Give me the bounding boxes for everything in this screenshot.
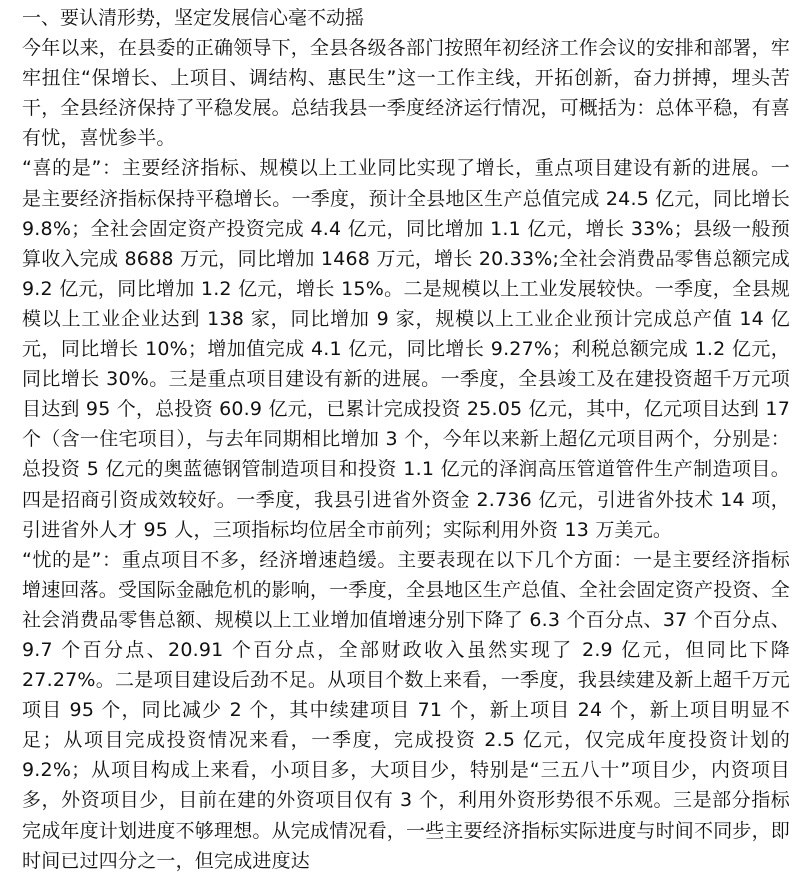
paragraph-concerns: “忧的是”：重点项目不多，经济增速趋缓。主要表现在以下几个方面：一是主要经济指标增速回落。受国际金融危机的影响，一季度，全县地区生产总值、全社会固定资产投资、全社会消费品零售总额、规模以上工业增加值增速分别下降了 6.3 个百分点、37 个百分点、9.7 个百分点、20.91 个百分点，全部财政收入虽然实现了 2.9 亿元，但同比下降 27.27%。二是项目建设后劲不足。从项目个数上来看，一季度，我县续建及新上超千万元项目 95 个，同比减少 2 个，其中续建项目 71 个，新上项目 24 个，新上项目明显不足；从项目完成投资情况来看，一季度，完成投资 2.5 亿元，仅完成年度投资计划的 9.2%；从项目构成上来看，小项目多，大项目少，特别是“三五八十”项目少，内资项目多，外资项目少，目前在建的外资项目仅有 3 个，利用外资形势很不乐观。三是部分指标完成年度计划进度不够理想。从完成情况看，一些主要经济指标实际进度与时间不同步，即时间已过四分之一，但完成进度达 (22, 548, 791, 872)
paragraph-positives: “喜的是”：主要经济指标、规模以上工业同比实现了增长，重点项目建设有新的进展。一是主要经济指标保持平稳增长。一季度，预计全县地区生产总值完成 24.5 亿元，同比增长 9.8%；全社会固定资产投资完成 4.4 亿元，同比增加 1.1 亿元，增长 33%；县级一般预算收入完成 8688 万元，同比增加 1468 万元，增长 20.33%;全社会消费品零售总额完成 9.2 亿元，同比增加 1.2 亿元，增长 15%。二是规模以上工业发展较快。一季度，全县规模以上工业企业达到 138 家，同比增加 9 家，规模以上工业企业预计完成总产值 14 亿元，同比增长 10%；增加值完成 4.1 亿元，同比增长 9.27%；利税总额完成 1.2 亿元，同比增长 30%。三是重点项目建设有新的进展。一季度，全县竣工及在建投资超千万元项目达到 95 个，总投资 60.9 亿元，已累计完成投资 25.05 亿元，其中，亿元项目达到 17 个（含一住宅项目），与去年同期相比增加 3 个，今年以来新上超亿元项目两个，分别是：总投资 5 亿元的奥蓝德钢管制造项目和投资 1.1 亿元的泽润高压管道管件生产制造项目。四是招商引资成效较好。一季度，我县引进省外资金 2.736 亿元，引进省外技术 14 项，引进省外人才 95 人，三项指标均位居全市前列；实际利用外资 13 万美元。 (22, 157, 790, 541)
paragraph-overview: 今年以来，在县委的正确领导下，全县各级各部门按照年初经济工作会议的安排和部署，牢牢扭住“保增长、上项目、调结构、惠民生”这一工作主线，开拓创新，奋力拼搏，埋头苦干，全县经济保持了平稳发展。总结我县一季度经济运行情况，可概括为：总体平稳，有喜有忧，喜忧参半。 (22, 37, 791, 150)
section-heading: 一、要认清形势，坚定发展信心毫不动摇 (22, 7, 365, 29)
